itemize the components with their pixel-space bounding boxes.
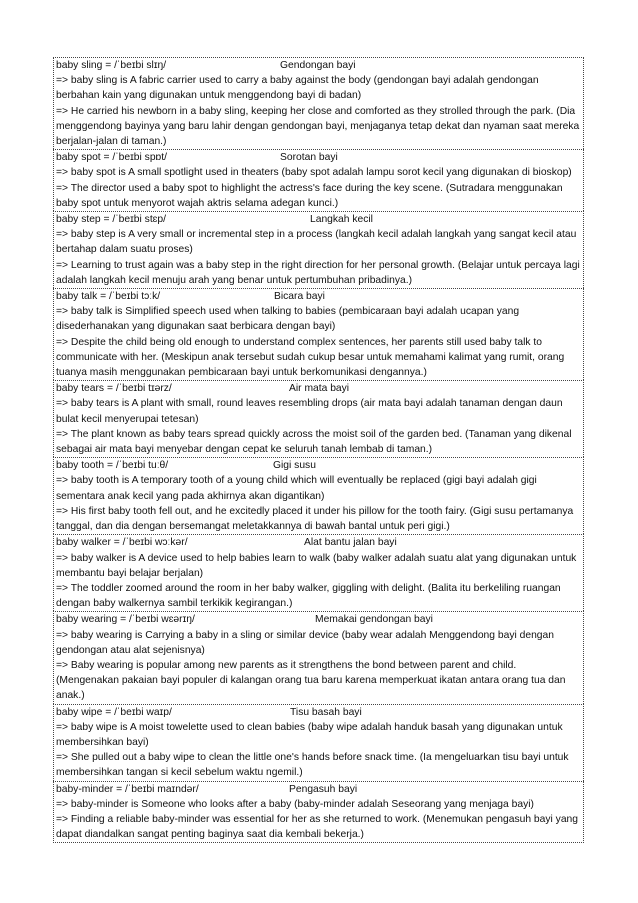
entry-header bbox=[56, 212, 581, 227]
entry-baby-minder bbox=[53, 781, 584, 844]
translation: Pengasuh bayi bbox=[289, 783, 358, 795]
translation: Air mata bayi bbox=[289, 383, 350, 395]
entry-baby-talk bbox=[53, 288, 584, 380]
definition: => baby tears is A plant with small, round leaves resembling drops (air mata bayi adalah tanaman dengan daun bulat kecil menyerupai tetesan) bbox=[56, 398, 563, 425]
translation: Alat bantu jalan bayi bbox=[304, 537, 397, 549]
entry-baby-walker bbox=[53, 534, 584, 611]
entry-header bbox=[56, 58, 581, 73]
headword: baby tears = /ˈbeɪbi tɪərz/ bbox=[56, 383, 172, 395]
definition: => baby wearing is Carrying a baby in a sling or similar device (baby wear adalah Menggendong bayi dengan gendongan atau alat sejenisnya) bbox=[56, 629, 554, 656]
translation: Gigi susu bbox=[273, 460, 316, 472]
entry-header bbox=[56, 381, 581, 396]
headword: baby tooth = /ˈbeɪbi tuːθ/ bbox=[56, 460, 169, 472]
definition: => baby talk is Simplified speech used when talking to babies (pembicaraan bayi adalah ucapan yang disederhanakan yang digunakan saat berbicara dengan bayi) bbox=[56, 306, 520, 333]
example: => He carried his newborn in a baby sling, keeping her close and comforted as they strolled through the park. (Dia menggendong bayinya yang baru lahir dengan gendongan bayi, menjaganya tetap dekat dan nyaman saat mereka berjalan-jalan di taman.) bbox=[56, 105, 580, 148]
example: => Finding a reliable baby-minder was essential for her as she returned to work. (Menemukan pengasuh bayi yang dapat diandalkan sangat penting baginya saat dia kembali bekerja.) bbox=[56, 813, 578, 841]
example: => The toddler zoomed around the room in her baby walker, giggling with delight. (Balita itu berkeliling ruangan dengan baby walkernya sambil terkikik kegirangan.) bbox=[56, 582, 561, 610]
translation: Memakai gendongan bayi bbox=[315, 614, 433, 626]
definition: => baby step is A very small or incremental step in a process (langkah kecil adalah langkah yang sangat kecil atau bertahap dalam suatu proses) bbox=[56, 229, 577, 256]
glossary-document bbox=[53, 57, 584, 843]
entry-header bbox=[56, 535, 581, 550]
definition: => baby sling is A fabric carrier used to carry a baby against the body (gendongan bayi adalah gendongan berbahan kain yang digunakan untuk menggendong bayi di badan) bbox=[56, 75, 539, 102]
entry-header bbox=[56, 150, 581, 165]
entry-header bbox=[56, 289, 581, 304]
entry-header bbox=[56, 458, 581, 473]
translation: Bicara bayi bbox=[274, 291, 325, 303]
translation: Gendongan bayi bbox=[280, 60, 356, 71]
entry-baby-step bbox=[53, 211, 584, 288]
headword: baby sling = /ˈbeɪbi slɪŋ/ bbox=[56, 60, 167, 71]
translation: Sorotan bayi bbox=[280, 152, 338, 164]
definition: => baby wipe is A moist towelette used to clean babies (baby wipe adalah handuk basah yang digunakan untuk membersihkan bayi) bbox=[56, 721, 563, 748]
headword: baby talk = /ˈbeɪbi tɔːk/ bbox=[56, 291, 161, 303]
translation: Tisu basah bayi bbox=[290, 706, 362, 718]
headword: baby wearing = /ˈbeɪbi wɛərɪŋ/ bbox=[56, 614, 195, 626]
headword: baby spot = /ˈbeɪbi spɒt/ bbox=[56, 152, 167, 164]
entry-header bbox=[56, 782, 581, 797]
entry-header bbox=[56, 612, 581, 627]
entry-baby-sling bbox=[53, 57, 584, 149]
entry-baby-tooth bbox=[53, 457, 584, 534]
entry-header bbox=[56, 705, 581, 720]
translation: Langkah kecil bbox=[310, 214, 373, 226]
headword: baby wipe = /ˈbeɪbi waɪp/ bbox=[56, 706, 172, 718]
headword: baby step = /ˈbeɪbi stɛp/ bbox=[56, 214, 166, 226]
example: => The director used a baby spot to highlight the actress's face during the key scene. (Sutradara menggunakan baby spot untuk menyorot wajah aktris selama adegan kunci.) bbox=[56, 182, 563, 209]
example: => She pulled out a baby wipe to clean the little one's hands before snack time. (Ia mengeluarkan tisu bayi untuk membersihkan tangan si kecil sebelum waktu ngemil.) bbox=[56, 752, 569, 779]
definition: => baby spot is A small spotlight used in theaters (baby spot adalah lampu sorot kecil yang digunakan di bioskop) bbox=[56, 167, 572, 179]
example: => Despite the child being old enough to understand complex sentences, her parents still used baby talk to communicate with her. (Meskipun anak tersebut sudah cukup besar untuk memahami kalimat yang rumit, orang tuanya masih menggunakan pembicaraan bayi untuk berkomunikasi dengannya.) bbox=[56, 336, 565, 379]
definition: => baby tooth is A temporary tooth of a young child which will eventually be replaced (gigi bayi adalah gigi sementara anak kecil yang pada akhirnya akan digantikan) bbox=[56, 475, 537, 502]
entry-baby-tears bbox=[53, 380, 584, 457]
entry-baby-wipe bbox=[53, 704, 584, 781]
entry-baby-wearing bbox=[53, 611, 584, 703]
definition: => baby walker is A device used to help babies learn to walk (baby walker adalah suatu alat yang digunakan untuk membantu bayi belajar berjalan) bbox=[56, 552, 577, 579]
headword: baby walker = /ˈbeɪbi wɔːkər/ bbox=[56, 537, 188, 549]
headword: baby-minder = /ˈbeɪbi maɪndər/ bbox=[56, 783, 199, 795]
example: => Learning to trust again was a baby step in the right direction for her personal growth. (Belajar untuk percaya lagi adalah langkah kecil menuju arah yang benar untuk pertumbuhan pribadinya.) bbox=[56, 259, 580, 286]
definition: => baby-minder is Someone who looks after a baby (baby-minder adalah Seseorang yang menjaga bayi) bbox=[56, 798, 534, 810]
example: => Baby wearing is popular among new parents as it strengthens the bond between parent and child. (Mengenakan pakaian bayi populer di kalangan orang tua baru karena memperkuat ikatan antara orang tua dan anak.) bbox=[56, 659, 566, 702]
example: => His first baby tooth fell out, and he excitedly placed it under his pillow for the tooth fairy. (Gigi susu pertamanya tanggal, dan dia dengan bersemangat meletakkannya di bawah bantal untuk peri gigi.) bbox=[56, 505, 574, 533]
example: => The plant known as baby tears spread quickly across the moist soil of the garden bed. (Tanaman yang dikenal sebagai air mata bayi menyebar dengan cepat ke seluruh tanah lembab di taman.) bbox=[56, 428, 572, 456]
entry-baby-spot bbox=[53, 149, 584, 211]
